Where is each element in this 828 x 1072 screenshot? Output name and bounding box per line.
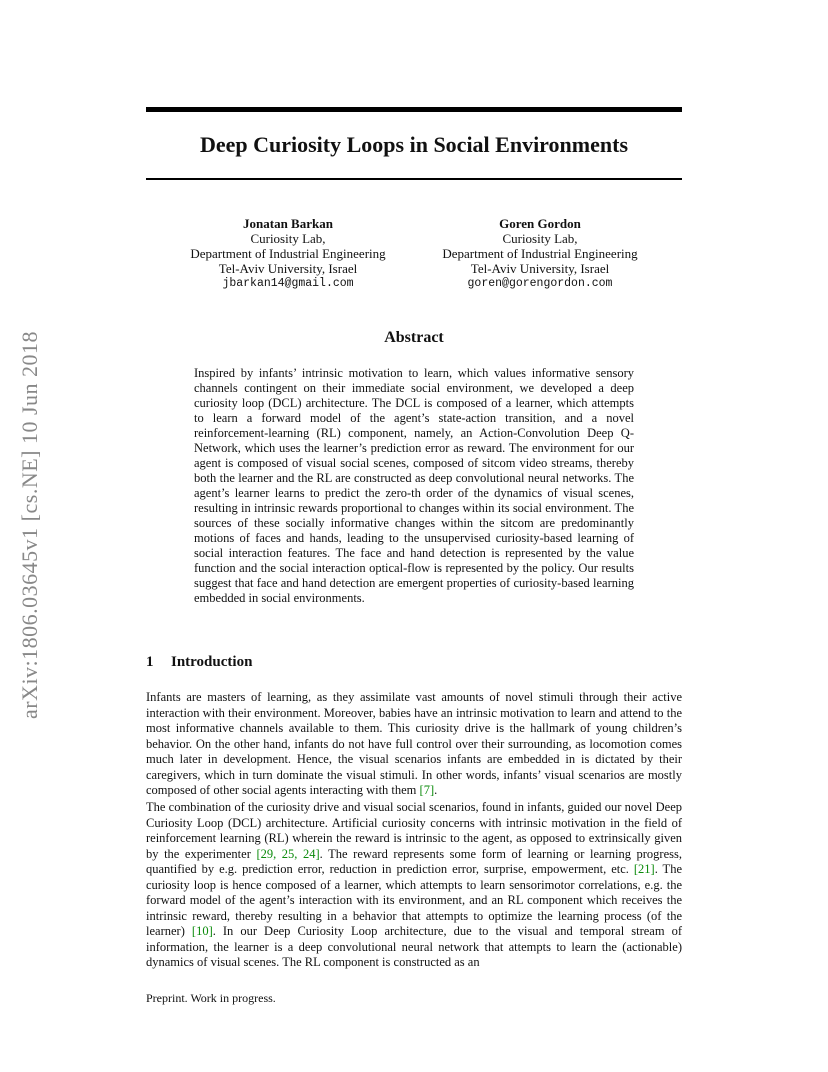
intro-paragraph-2	[146, 800, 682, 971]
footer-note: Preprint. Work in progress.	[146, 991, 276, 1005]
paragraph-text: The combination of the curiosity drive and visual social scenarios, found in infants, guided our novel Deep Curiosity Loop (DCL) architecture. Artificial curiosity concerns with intrinsic motivation in the field of reinforcement learning (RL) wherein the reward is intrinsic to the agent, as opposed to extrinsically given by the experimenter	[146, 800, 682, 861]
author-block-2	[420, 216, 660, 291]
section-title: Introduction	[171, 654, 253, 670]
author-university: Tel-Aviv University, Israel	[218, 261, 358, 276]
paragraph-text: . In our Deep Curiosity Loop architecture, due to the visual and temporal stream of information, the learner is a deep convolutional neural network that attempts to learn the (actionable) dynamics of visual scenes. The RL component is constructed as an	[146, 924, 682, 969]
abstract-text: Inspired by infants’ intrinsic motivation to learn, which values informative sensory channels contingent on their immediate social environment, we developed a deep curiosity loop (DCL) architecture. The DCL is composed of a learner, which attempts to learn a forward model of the agent’s state-action transition, and a novel reinforcement-learning (RL) component, namely, an Action-Convolution Deep Q-Network, which uses the learner’s prediction error as reward. The environment for our agent is composed of visual social scenes, composed of sitcom video streams, thereby both the learner and the RL are constructed as deep convolutional neural networks. The agent’s learner learns to predict the zero-th order of the dynamics of visual scenes, resulting in intrinsic rewards proportional to changes within its social environment. The sources of these socially informative changes within the sitcom are predominantly motions of faces and hands, leading to the unsupervised curiosity-based learning of social interaction features. The face and hand detection is represented by the value function and the social interaction optical-flow is represented by the policy. Our results suggest that face and hand detection are emergent properties of curiosity-based learning embedded in social environments.	[194, 366, 634, 605]
intro-paragraph-1	[146, 690, 682, 799]
paragraph-text: Infants are masters of learning, as they assimilate vast amounts of novel stimuli through their active interaction with their environment. Moreover, babies have an intrinsic motivation to learn and attend to the most informative channels available to them. This curiosity drive is the hallmark of young children’s behavior. On the other hand, infants do not have full control over their surrounding, as locomotion comes much later in development. Hence, the visual scenarios infants are embedded in is dictated by their caregivers, which in turn dominate the visual stimuli. In other words, infants’ visual scenarios are mostly composed of other social agents interacting with them	[146, 690, 682, 797]
section-heading	[146, 652, 682, 672]
author-name: Goren Gordon	[499, 216, 581, 231]
citation-link[interactable]: [21]	[633, 862, 655, 876]
author-lab: Curiosity Lab,	[250, 231, 326, 246]
arxiv-identifier-text: arXiv:1806.03645v1 [cs.NE] 10 Jun 2018	[17, 330, 42, 720]
paragraph-text: . The reward represents some form of learning or learning progress, quantified by e.g. prediction error, reduction in prediction error, surprise, empowerment, etc.	[146, 846, 682, 876]
section-number: 1	[146, 654, 154, 670]
author-department: Department of Industrial Engineering	[442, 246, 638, 261]
author-university: Tel-Aviv University, Israel	[470, 261, 610, 276]
author-lab: Curiosity Lab,	[502, 231, 578, 246]
title-bottom-rule	[146, 178, 682, 180]
abstract-heading: Abstract	[384, 329, 444, 346]
author-block-1	[168, 216, 408, 291]
citation-link[interactable]: [29, 25, 24]	[256, 846, 320, 861]
citation-link[interactable]: [10]	[191, 924, 213, 938]
paragraph-text-end: .	[434, 783, 438, 797]
title-top-rule	[146, 107, 682, 112]
author-department: Department of Industrial Engineering	[190, 246, 386, 261]
paper-title: Deep Curiosity Loops in Social Environments	[199, 132, 629, 157]
author-email[interactable]: goren@gorengordon.com	[467, 277, 613, 290]
author-name: Jonatan Barkan	[243, 216, 333, 231]
author-email[interactable]: jbarkan14@gmail.com	[222, 277, 354, 290]
citation-link[interactable]: [7]	[419, 783, 435, 797]
arxiv-identifier	[12, 292, 48, 758]
paragraph-text: . The curiosity loop is hence composed of a learner, which attempts to learn sensorimotor correlations, e.g. the forward model of the agent’s interaction with its environment, and an RL component which receives the intrinsic reward, thereby resulting in a behavior that attempts to optimize the learning process (of the learner)	[146, 862, 682, 938]
